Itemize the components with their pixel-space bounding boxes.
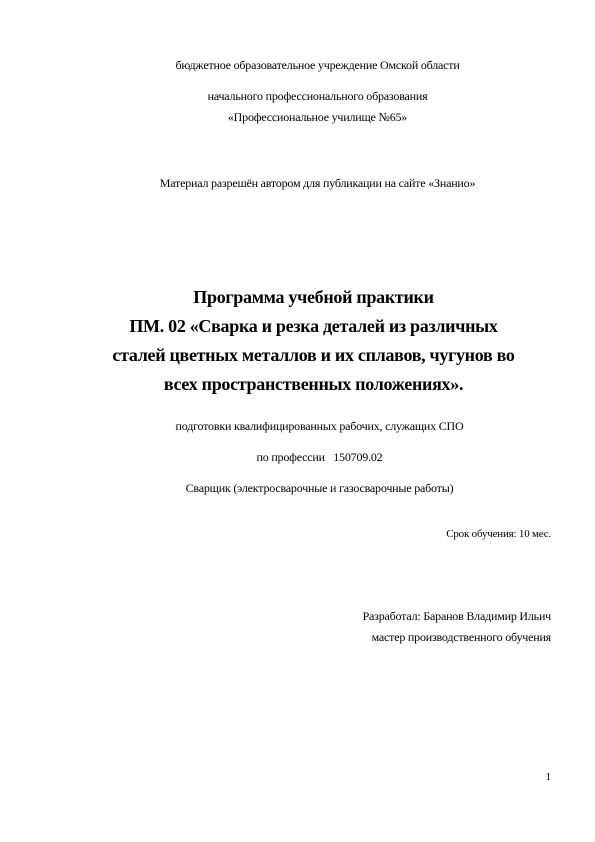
author-role: мастер производственного обучения bbox=[371, 630, 551, 644]
title-line-4: всех пространственных положениях». bbox=[163, 374, 464, 394]
institution-line-3: «Профессиональное училище №65» bbox=[227, 110, 408, 124]
author-name: Разработал: Баранов Владимир Ильич bbox=[362, 609, 551, 623]
title-line-2: ПМ. 02 «Сварка и резка деталей из различных bbox=[129, 316, 498, 336]
institution-line-1: бюджетное образовательное учреждение Омской области bbox=[175, 58, 460, 72]
page-number: 1 bbox=[545, 771, 551, 783]
subtitle-line-1: подготовки квалифицированных рабочих, служащих СПО bbox=[175, 419, 464, 433]
subtitle-line-3: Сварщик (электросварочные и газосварочные работы) bbox=[185, 481, 454, 495]
title-line-1: Программа учебной практики bbox=[193, 287, 434, 307]
study-duration: Срок обучения: 10 мес. bbox=[446, 528, 551, 540]
permission-note: Материал разрешён автором для публикации на сайте «Знанио» bbox=[159, 176, 476, 190]
title-line-3: сталей цветных металлов и их сплавов, чугунов во bbox=[112, 345, 515, 365]
subtitle-line-2: по профессии 150709.02 bbox=[256, 450, 383, 464]
institution-line-2: начального профессионального образования bbox=[207, 89, 428, 103]
